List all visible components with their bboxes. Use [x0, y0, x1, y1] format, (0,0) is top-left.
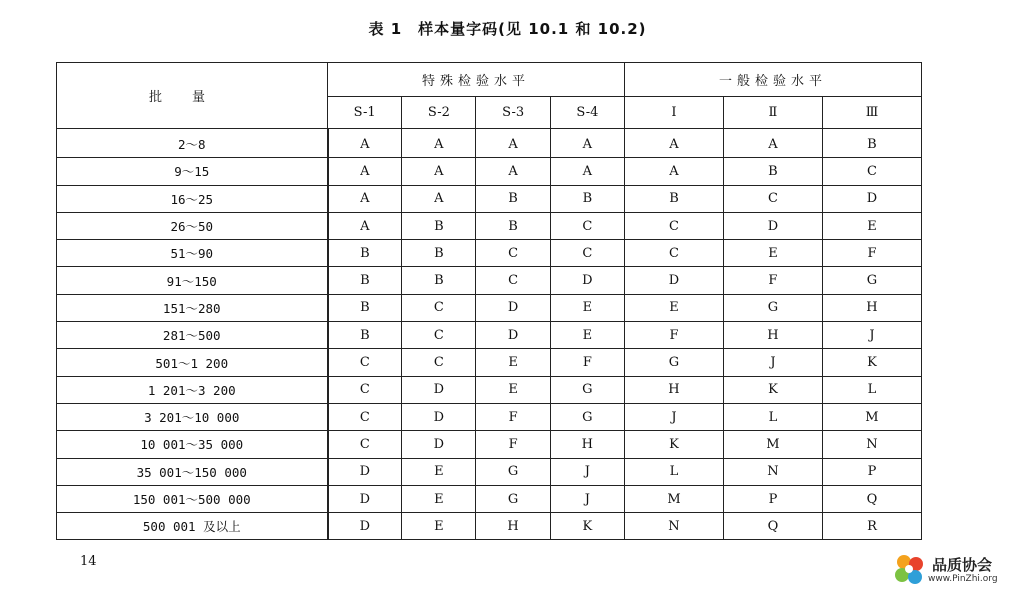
- code-letter-cell: K: [550, 513, 624, 540]
- code-letter-cell: D: [402, 403, 476, 430]
- lot-size-header: 批量: [57, 63, 328, 129]
- lot-size-cell: 1 201～3 200: [57, 376, 328, 403]
- code-letter-cell: H: [822, 294, 921, 321]
- lot-size-cell: 3 201～10 000: [57, 403, 328, 430]
- code-letter-cell: N: [723, 458, 822, 485]
- code-letter-cell: C: [328, 431, 402, 458]
- code-letter-cell: P: [822, 458, 921, 485]
- code-letter-cell: N: [822, 431, 921, 458]
- table-row: [57, 267, 922, 294]
- code-letter-cell: A: [550, 158, 624, 185]
- code-letter-cell: G: [476, 485, 550, 512]
- code-letter-cell: C: [723, 185, 822, 212]
- code-letter-cell: D: [723, 212, 822, 239]
- code-letter-cell: F: [550, 349, 624, 376]
- code-letter-cell: J: [550, 485, 624, 512]
- code-letter-cell: K: [723, 376, 822, 403]
- table-row: [57, 376, 922, 403]
- code-letter-cell: G: [550, 403, 624, 430]
- inspection-level-header: S-2: [402, 97, 476, 129]
- code-letter-cell: E: [822, 212, 921, 239]
- code-letter-cell: Q: [723, 513, 822, 540]
- code-letter-cell: E: [550, 322, 624, 349]
- code-letter-cell: J: [624, 403, 723, 430]
- code-letter-cell: E: [723, 240, 822, 267]
- code-letter-cell: D: [822, 185, 921, 212]
- watermark-url: www.PinZhi.org: [928, 574, 998, 584]
- inspection-level-header: S-3: [476, 97, 550, 129]
- code-letter-cell: A: [328, 129, 402, 158]
- code-letter-cell: P: [723, 485, 822, 512]
- code-letter-cell: N: [624, 513, 723, 540]
- code-letter-cell: C: [476, 267, 550, 294]
- code-letter-cell: E: [402, 513, 476, 540]
- inspection-level-header: Ⅲ: [822, 97, 921, 129]
- code-letter-cell: B: [402, 267, 476, 294]
- code-letter-cell: F: [476, 403, 550, 430]
- code-letter-cell: K: [822, 349, 921, 376]
- code-letter-cell: A: [402, 185, 476, 212]
- code-letter-cell: F: [822, 240, 921, 267]
- table-row: [57, 403, 922, 430]
- code-letter-cell: A: [328, 185, 402, 212]
- lot-size-cell: 281～500: [57, 322, 328, 349]
- code-letter-cell: A: [476, 158, 550, 185]
- table-row: [57, 212, 922, 239]
- code-letter-cell: E: [550, 294, 624, 321]
- code-letter-cell: D: [476, 294, 550, 321]
- code-letter-cell: K: [624, 431, 723, 458]
- table-row: [57, 513, 922, 540]
- code-letter-cell: A: [402, 129, 476, 158]
- table-row: [57, 158, 922, 185]
- code-letter-cell: A: [402, 158, 476, 185]
- code-letter-cell: C: [328, 376, 402, 403]
- code-letter-cell: A: [328, 212, 402, 239]
- code-letter-cell: C: [550, 212, 624, 239]
- code-letter-cell: B: [402, 240, 476, 267]
- code-letter-cell: D: [624, 267, 723, 294]
- code-letter-cell: B: [328, 267, 402, 294]
- code-letter-cell: B: [328, 294, 402, 321]
- watermark-logo: [890, 550, 1015, 590]
- code-letter-cell: M: [723, 431, 822, 458]
- code-letter-cell: J: [723, 349, 822, 376]
- table-row: [57, 185, 922, 212]
- code-letter-cell: E: [402, 485, 476, 512]
- code-letter-cell: F: [723, 267, 822, 294]
- special-inspection-header: 特殊检验水平: [328, 63, 625, 97]
- lot-size-cell: 9～15: [57, 158, 328, 185]
- code-letter-cell: R: [822, 513, 921, 540]
- code-letter-cell: L: [624, 458, 723, 485]
- flower-logo-icon: [890, 550, 930, 590]
- code-letter-cell: C: [328, 403, 402, 430]
- table-row: [57, 129, 922, 158]
- code-letter-cell: M: [624, 485, 723, 512]
- code-letter-cell: F: [476, 431, 550, 458]
- code-letter-cell: B: [476, 185, 550, 212]
- code-letter-cell: A: [550, 129, 624, 158]
- code-letter-cell: G: [723, 294, 822, 321]
- code-letter-cell: C: [476, 240, 550, 267]
- table-row: [57, 431, 922, 458]
- inspection-level-header: S-1: [328, 97, 402, 129]
- table-row: [57, 458, 922, 485]
- page-number: 14: [80, 554, 97, 569]
- table-row: [57, 294, 922, 321]
- code-letter-cell: H: [550, 431, 624, 458]
- code-letter-cell: B: [328, 322, 402, 349]
- code-letter-cell: B: [402, 212, 476, 239]
- code-letter-cell: C: [624, 240, 723, 267]
- code-letter-cell: L: [822, 376, 921, 403]
- code-letter-cell: A: [723, 129, 822, 158]
- code-letter-cell: D: [328, 458, 402, 485]
- code-letter-cell: H: [723, 322, 822, 349]
- code-letter-cell: A: [624, 129, 723, 158]
- code-letter-cell: D: [476, 322, 550, 349]
- code-letter-cell: D: [402, 376, 476, 403]
- sample-size-code-table: [56, 62, 922, 540]
- code-letter-cell: G: [550, 376, 624, 403]
- inspection-level-header: S-4: [550, 97, 624, 129]
- code-letter-cell: E: [476, 349, 550, 376]
- code-letter-cell: C: [328, 349, 402, 376]
- table-row: [57, 240, 922, 267]
- watermark-name: 品质协会: [932, 556, 993, 574]
- inspection-level-header: Ⅱ: [723, 97, 822, 129]
- lot-size-cell: 51～90: [57, 240, 328, 267]
- code-letter-cell: A: [328, 158, 402, 185]
- code-letter-cell: C: [550, 240, 624, 267]
- code-letter-cell: B: [328, 240, 402, 267]
- table-row: [57, 349, 922, 376]
- lot-size-cell: 91～150: [57, 267, 328, 294]
- table-body: [57, 129, 922, 540]
- lot-size-cell: 35 001～150 000: [57, 458, 328, 485]
- code-letter-cell: D: [402, 431, 476, 458]
- inspection-level-header: Ⅰ: [624, 97, 723, 129]
- lot-size-cell: 501～1 200: [57, 349, 328, 376]
- code-letter-cell: B: [723, 158, 822, 185]
- code-letter-cell: E: [476, 376, 550, 403]
- table-title: 表 1 样本量字码(见 10.1 和 10.2): [368, 20, 647, 38]
- code-letter-cell: D: [328, 513, 402, 540]
- code-letter-cell: B: [550, 185, 624, 212]
- code-letter-cell: L: [723, 403, 822, 430]
- code-letter-cell: D: [550, 267, 624, 294]
- code-letter-cell: C: [822, 158, 921, 185]
- code-letter-cell: G: [822, 267, 921, 294]
- code-letter-cell: Q: [822, 485, 921, 512]
- code-letter-cell: B: [476, 212, 550, 239]
- code-letter-cell: C: [402, 322, 476, 349]
- table-row: [57, 322, 922, 349]
- lot-size-cell: 26～50: [57, 212, 328, 239]
- code-letter-cell: A: [476, 129, 550, 158]
- code-letter-cell: B: [822, 129, 921, 158]
- code-letter-cell: A: [624, 158, 723, 185]
- lot-size-cell: 2～8: [57, 129, 328, 158]
- code-letter-cell: H: [476, 513, 550, 540]
- code-letter-cell: C: [402, 294, 476, 321]
- code-letter-cell: G: [476, 458, 550, 485]
- code-letter-cell: J: [822, 322, 921, 349]
- table-row: [57, 485, 922, 512]
- code-letter-cell: M: [822, 403, 921, 430]
- lot-size-cell: 151～280: [57, 294, 328, 321]
- code-letter-cell: J: [550, 458, 624, 485]
- lot-size-cell: 16～25: [57, 185, 328, 212]
- code-letter-cell: E: [402, 458, 476, 485]
- lot-size-cell: 150 001～500 000: [57, 485, 328, 512]
- general-inspection-header: 一般检验水平: [624, 63, 921, 97]
- code-letter-cell: C: [624, 212, 723, 239]
- code-letter-cell: D: [328, 485, 402, 512]
- code-letter-cell: G: [624, 349, 723, 376]
- code-letter-cell: F: [624, 322, 723, 349]
- code-letter-cell: E: [624, 294, 723, 321]
- lot-size-cell: 500 001 及以上: [57, 513, 328, 540]
- lot-size-cell: 10 001～35 000: [57, 431, 328, 458]
- code-letter-cell: H: [624, 376, 723, 403]
- code-letter-cell: B: [624, 185, 723, 212]
- code-letter-cell: C: [402, 349, 476, 376]
